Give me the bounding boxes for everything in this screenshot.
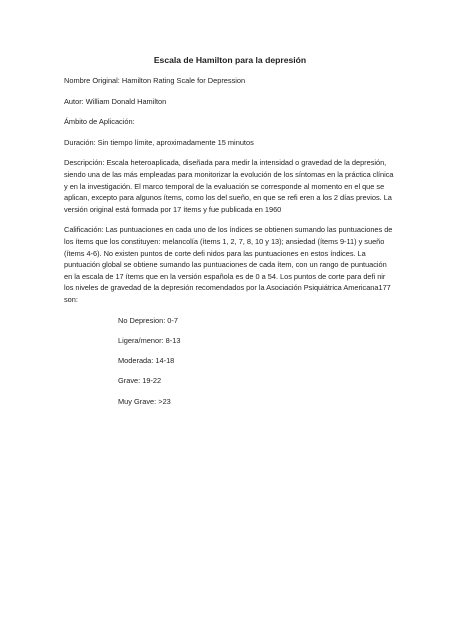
- severity-level-item: Grave: 19-22: [118, 376, 162, 386]
- document-body: [64, 55, 396, 416]
- scope-line: Ámbito de Aplicación:: [64, 117, 135, 127]
- severity-level-item: Ligera/menor: 8-13: [118, 335, 181, 345]
- author-line: Autor: William Donald Hamilton: [64, 96, 167, 106]
- severity-level-item: No Depresion: 0-7: [118, 315, 178, 325]
- severity-level-item: Moderada: 14-18: [118, 356, 175, 366]
- description-paragraph: Descripción: Escala heteroaplicada, diseñada para medir la intensidad o gravedad de la depresión, siendo una de las más empleadas para monitorizar la evolución de los síntomas en la práctica clínica y en la investigación. El marco temporal de la evaluación se corresponde al momento en el que se aplican, excepto para algunos ítems, como los del sueño, en que se refi eren a los 2 días previos. La versión original está formada por 17 ítems y fue publicada en 1960: [64, 158, 394, 214]
- page-title: Escala de Hamilton para la depresión: [153, 55, 307, 65]
- severity-level-item: Muy Grave: >23: [118, 396, 171, 406]
- scoring-paragraph: Calificación: Las puntuaciones en cada uno de los índices se obtienen sumando las puntuaciones de los ítems que los constituyen: melancolía (ítems 1, 2, 7, 8, 10 y 13); ansiedad (ítems 9-11) y sueño (ítems 4-6). No existen puntos de corte defi nidos para las puntuaciones en estos índices. La puntuación global se obtiene sumando las puntuaciones de cada ítem, con un rango de puntuación en la escala de 17 ítems que en la versión española es de 0 a 54. Los puntos de corte para defi nir los niveles de gravedad de la depresión recomendados por la Asociación Psiquiátrica Americana177 son:: [64, 225, 393, 304]
- original-name-line: Nombre Original: Hamilton Rating Scale for Depression: [64, 76, 246, 85]
- severity-levels-list: [64, 315, 396, 407]
- duration-line: Duración: Sin tiempo límite, aproximadamente 15 minutos: [64, 137, 254, 147]
